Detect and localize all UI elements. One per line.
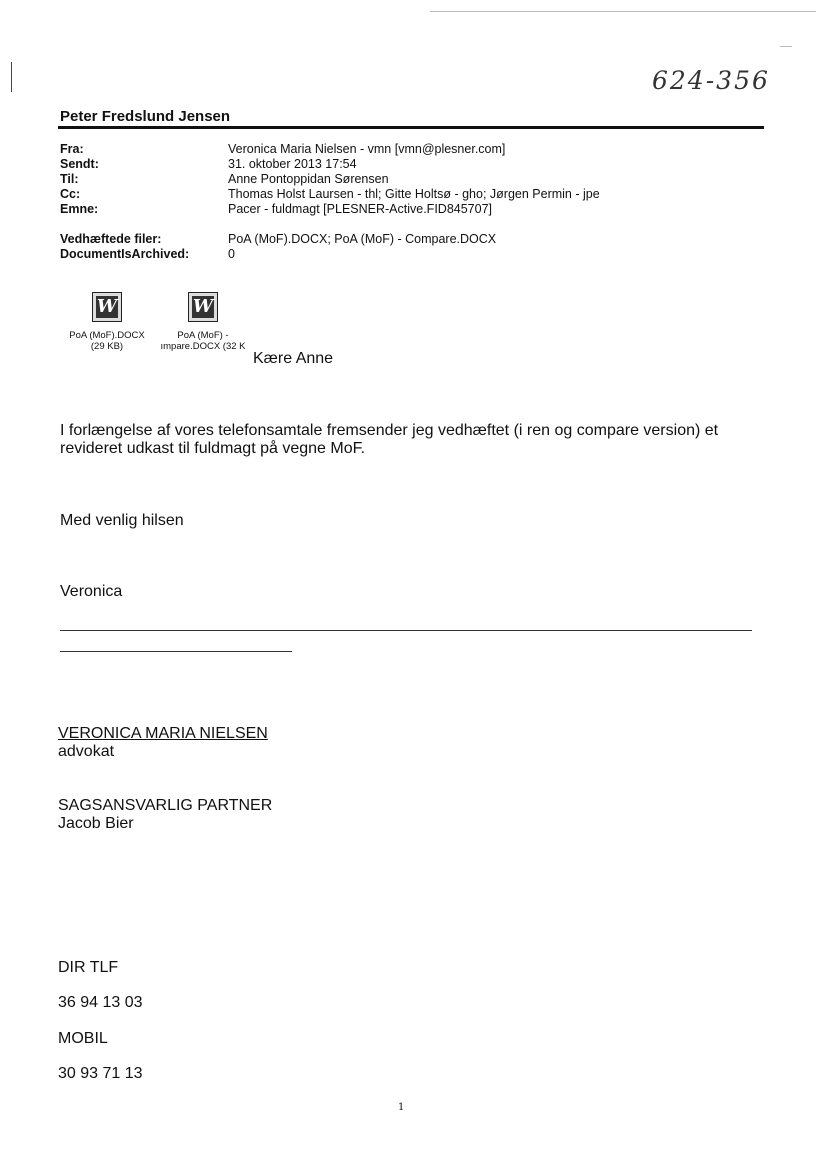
- direct-phone-label: DIR TLF: [58, 959, 119, 976]
- attachment-2-caption[interactable]: [156, 330, 250, 352]
- subject-label: Emne:: [60, 202, 99, 216]
- word-document-icon[interactable]: W: [92, 292, 122, 322]
- sent-value: 31. oktober 2013 17:54: [228, 157, 357, 171]
- archived-value: 0: [228, 247, 235, 261]
- from-label: Fra:: [60, 142, 84, 156]
- partner-label: SAGSANSVARLIG PARTNER: [58, 797, 273, 814]
- attachment-size: ımpare.DOCX (32 K: [160, 341, 246, 352]
- mailbox-owner: Peter Fredslund Jensen: [60, 108, 231, 125]
- attachment-size: (29 KB): [90, 341, 124, 352]
- signature-title: advokat: [58, 743, 115, 760]
- page-number: 1: [398, 1102, 405, 1113]
- body-line-1: I forlængelse af vores telefonsamtale fremsender jeg vedhæftet (i ren og compare version) et: [60, 422, 719, 439]
- closing: Med venlig hilsen: [60, 512, 184, 529]
- from-value: Veronica Maria Nielsen - vmn [vmn@plesner.com]: [228, 142, 506, 156]
- subject-value: Pacer - fuldmagt [PLESNER-Active.FID845707]: [228, 202, 493, 216]
- signature-separator-short: [60, 651, 292, 652]
- handwritten-reference: 624-356: [652, 66, 770, 95]
- attachment-name: PoA (MoF) -: [177, 330, 229, 341]
- attachment-list: [60, 290, 280, 360]
- attachment-name: PoA (MoF).DOCX: [69, 330, 145, 341]
- to-value: Anne Pontoppidan Sørensen: [228, 172, 389, 186]
- signoff: Veronica: [60, 583, 123, 600]
- signature-name[interactable]: VERONICA MARIA NIELSEN: [58, 725, 268, 742]
- archived-label: DocumentIsArchived:: [60, 247, 190, 261]
- attachment-1-caption[interactable]: [60, 330, 154, 352]
- scan-artifact: [11, 62, 12, 92]
- scan-artifact: [780, 46, 792, 47]
- cc-value: Thomas Holst Laursen - thl; Gitte Holtsø - gho; Jørgen Permin - jpe: [228, 187, 600, 201]
- signature-separator: [60, 630, 752, 631]
- header-rule: [58, 126, 764, 129]
- mobile-number: 30 93 71 13: [58, 1065, 143, 1082]
- word-document-icon[interactable]: W: [188, 292, 218, 322]
- attachments-label: Vedhæftede filer:: [60, 232, 162, 246]
- body-line-2: revideret udkast til fuldmagt på vegne MoF.: [60, 440, 366, 457]
- scan-artifact: [430, 11, 816, 12]
- greeting: Kære Anne: [253, 350, 334, 367]
- attachments-value: PoA (MoF).DOCX; PoA (MoF) - Compare.DOCX: [228, 232, 497, 246]
- partner-name: Jacob Bier: [58, 815, 134, 832]
- mobile-label: MOBIL: [58, 1030, 108, 1047]
- sent-label: Sendt:: [60, 157, 99, 171]
- cc-label: Cc:: [60, 187, 81, 201]
- direct-phone-number: 36 94 13 03: [58, 994, 143, 1011]
- to-label: Til:: [60, 172, 79, 186]
